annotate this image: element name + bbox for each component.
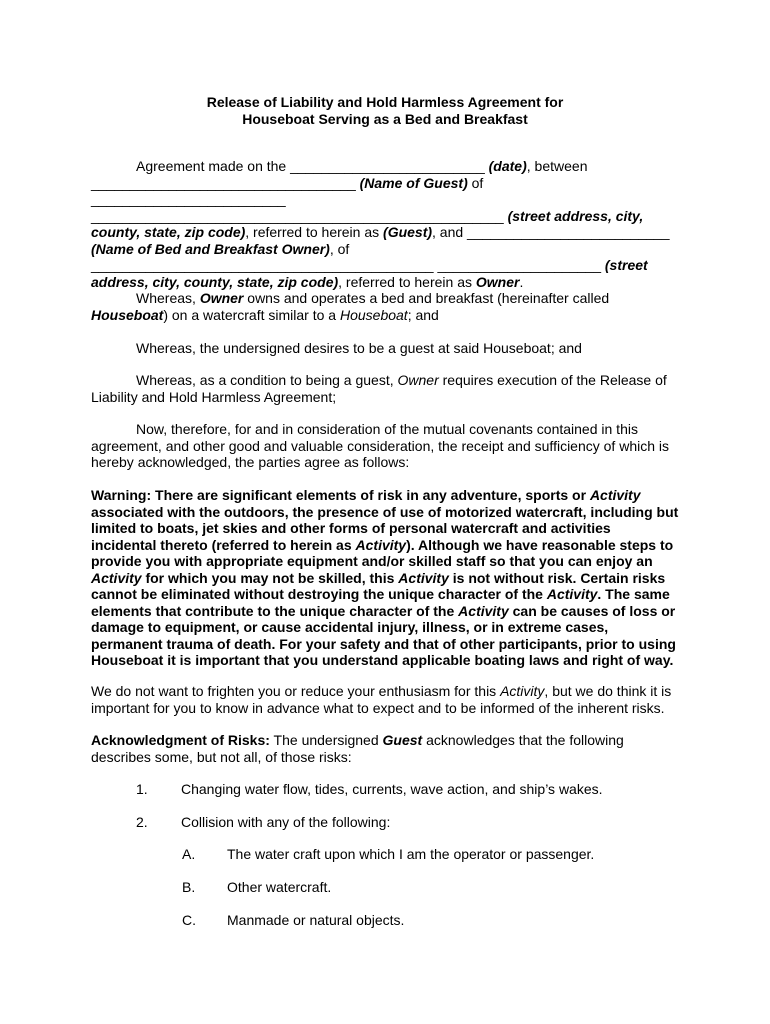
text-run: . — [519, 273, 524, 290]
list-number: 1. — [136, 781, 148, 797]
collision-sublist-item — [91, 879, 679, 896]
text-run: Activity — [458, 602, 509, 619]
text-run: can be causes of loss or damage to equipment, or cause accidental injury, illness, or in extreme cases, permanent trauma of death. For your safety and that of other participants, prior to using Houseboat it is important that you understand applicable boating laws and right of way. — [91, 602, 676, 668]
text-run: , between __________________________________ — [91, 158, 588, 191]
collision-sublist-item — [91, 846, 679, 863]
text-run: of _________________________ _____________________________________________________ — [91, 174, 508, 224]
text-run: owns and operates a bed and breakfast (hereinafter called — [243, 290, 610, 306]
text-run: ; and — [407, 306, 439, 323]
enthusiasm-paragraph — [91, 683, 679, 716]
risk-list-item — [91, 781, 679, 798]
text-run: Activity — [398, 569, 449, 586]
text-run: Activity — [355, 536, 407, 553]
text-run: Owner — [475, 273, 520, 290]
text-run: requires execution of the Release of Liability and Hold Harmless Agreement; — [91, 372, 667, 405]
whereas-condition-paragraph — [91, 372, 679, 405]
text-run: , but we do think it is important for you to know in advance what to expect and to be informed of the inherent risks. — [91, 683, 672, 716]
list-number: 2. — [136, 814, 148, 830]
text-run: . The same elements that contribute to the unique character of the — [91, 586, 670, 619]
collision-sublist-item — [91, 912, 679, 929]
risk-list-item — [91, 814, 679, 831]
text-run: ) on a watercraft similar to a — [163, 306, 340, 323]
list-text: Collision with any of the following: — [181, 814, 391, 830]
text-run: Whereas, the undersigned desires to be a guest at said Houseboat; and — [136, 340, 582, 356]
text-run: , referred to herein as — [245, 224, 384, 240]
text-run: (Name of Bed and Breakfast Owner) — [91, 240, 330, 257]
acknowledgment-paragraph — [91, 732, 679, 765]
text-run: Acknowledgment of Risks: — [91, 732, 270, 748]
sublist-letter: C. — [182, 912, 196, 928]
sublist-text: Manmade or natural objects. — [227, 912, 405, 928]
consideration-paragraph — [91, 421, 679, 471]
text-run: Activity — [589, 487, 641, 503]
text-run: (Name of Guest) — [359, 174, 468, 191]
text-run: (date) — [488, 158, 527, 174]
text-run: Agreement made on the _________________________ — [136, 158, 489, 174]
sublist-letter: B. — [182, 879, 196, 895]
whereas-owner-paragraph — [91, 290, 679, 323]
text-run: for which you may not be skilled, this — [141, 569, 399, 586]
text-run: (Guest) — [383, 224, 433, 240]
text-run: , and __________________________ — [432, 224, 670, 240]
text-run: associated with the outdoors, the presence of use of motorized watercraft, including but limited to boats, jet skies and other forms of personal watercraft and activities incidental thereto (referred to herein as — [91, 503, 679, 553]
text-run: Activity — [91, 569, 142, 586]
text-run: Whereas, as a condition to being a guest, — [136, 372, 398, 388]
sublist-text: Other watercraft. — [227, 879, 332, 895]
text-run: Activity — [546, 586, 598, 602]
sublist-text: The water craft upon which I am the operator or passenger. — [227, 846, 595, 862]
text-run: (street address, city, county, state, zip code) — [91, 257, 648, 290]
text-run: is not without risk. Certain risks cannot be eliminated without destroying the unique character of the — [91, 569, 666, 602]
text-run: Owner — [397, 372, 439, 388]
text-run: Houseboat — [339, 306, 408, 323]
list-text: Changing water flow, tides, currents, wave action, and ship’s wakes. — [181, 781, 603, 797]
text-run: Owner — [199, 290, 244, 306]
agreement-paragraph — [91, 158, 679, 290]
title-line-2: Houseboat Serving as a Bed and Breakfast — [242, 110, 528, 127]
text-run: The undersigned — [269, 732, 383, 748]
whereas-guest-paragraph — [91, 340, 679, 357]
text-run: Whereas, — [136, 290, 200, 306]
text-run: Warning: There are significant elements of risk in any adventure, sports or — [91, 487, 590, 503]
text-run: We do not want to frighten you or reduce your enthusiasm for this — [91, 683, 501, 699]
text-run: Now, therefore, for and in consideration of the mutual covenants contained in this agreement, and other good and valuable consideration, the receipt and sufficiency of which is hereby acknowledged, the parties agree as follows: — [91, 421, 669, 470]
text-run: Houseboat — [91, 306, 164, 323]
text-run: , referred to herein as — [338, 273, 476, 290]
warning-paragraph — [91, 487, 679, 669]
text-run: , of ____________________________________________ _____________________ — [91, 240, 605, 273]
document-title — [91, 94, 679, 127]
text-run: Activity — [500, 683, 545, 699]
text-run: ). Although we have reasonable steps to provide you with appropriate equipment and/or skilled staff so that you can enjoy an — [91, 536, 674, 569]
text-run: Guest — [382, 732, 423, 748]
sublist-letter: A. — [182, 846, 196, 862]
text-run: acknowledges that the following describes some, but not all, of those risks: — [91, 732, 624, 765]
title-line-1: Release of Liability and Hold Harmless Agreement for — [206, 94, 564, 110]
text-run: (street address, city, county, state, zip code) — [91, 207, 644, 240]
